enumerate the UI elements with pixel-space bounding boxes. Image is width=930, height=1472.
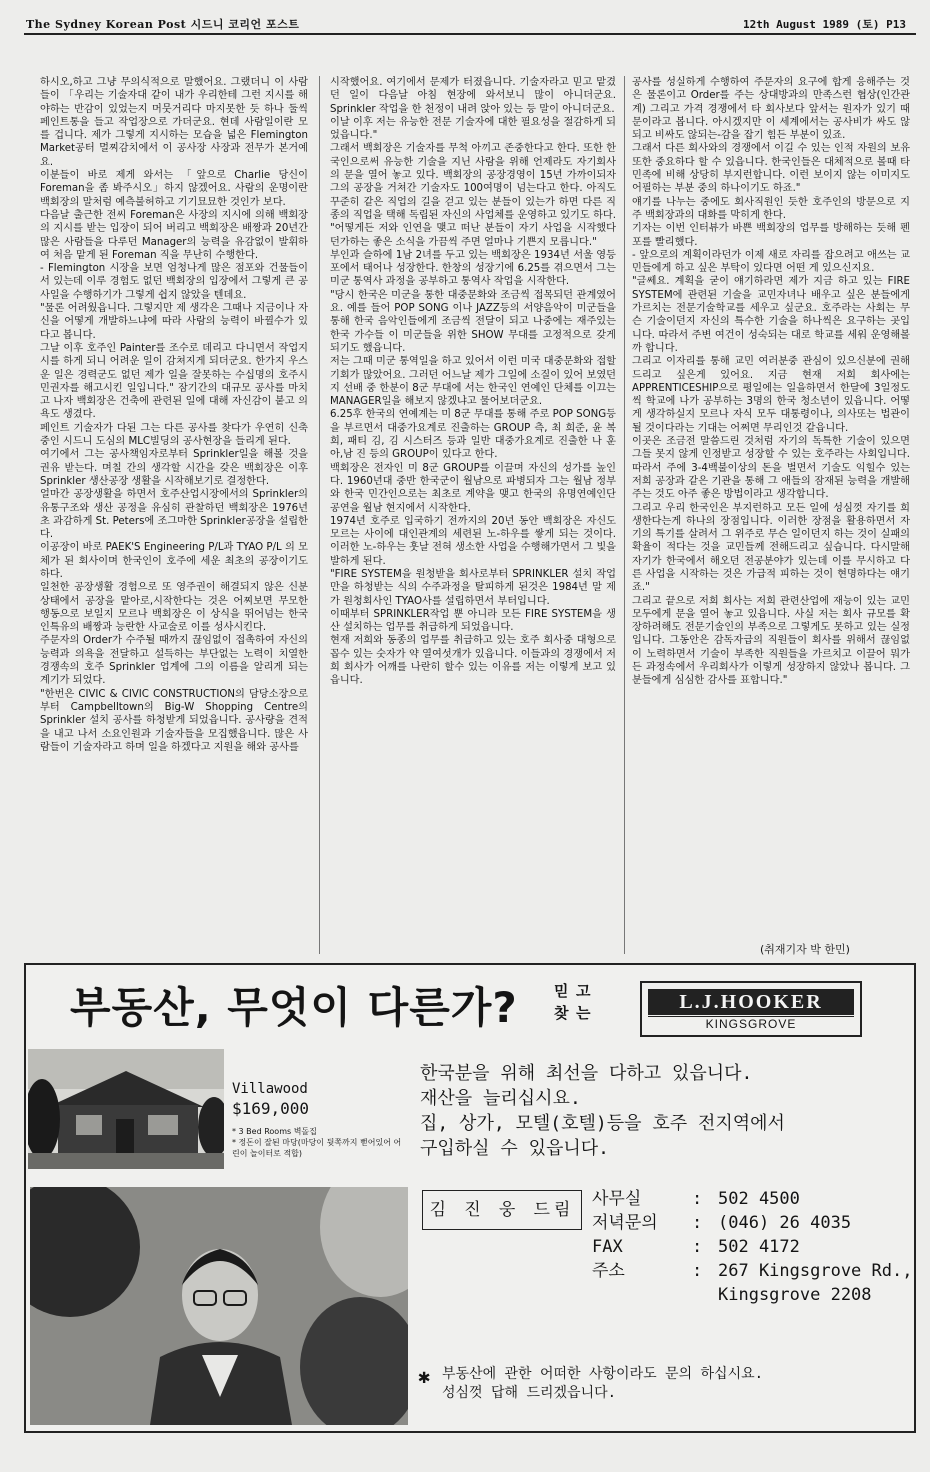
paragraph: "FIRE SYSTEM을 원청받을 회사로부터 SPRINKLER 설치 작업만을 하청받는 식의 수주과정을 탈피하게 된것은 1984년 말 제가 원청회사인 TYAO사를 설립하면서 부터입니다.	[330, 568, 616, 607]
note-line: 성심껏 답해 드리겠읍니다.	[442, 1385, 617, 1401]
column-divider	[624, 76, 625, 954]
column-divider	[319, 76, 320, 954]
paragraph: 여기에서 그는 공사책임자로부터 Sprinkler일을 해볼 것을 권유 받는다. 며칠 간의 생각할 시간을 갖은 백회장은 이후 Sprinkler 생산공장 생활을 시작해보기로 결정한다.	[40, 449, 308, 487]
slogan-char: 믿	[554, 982, 569, 1000]
contact-label: 사무실	[592, 1189, 642, 1209]
paragraph: 이곳은 조금전 말씀드린 것처럼 자기의 독특한 기술이 있으면 그들 못지 않게 인정받고 성장할 수 있는 호주라는 사회입니다. 따라서 주에 3-4백불이상의 돈을 벌면서 기술도 익힐수 있는 저희 공장과 같은 기관을 통해 그 애들의 잠재된 능력을 개발해주는 것도 아주 좋은 방법이라고 생각합니다.	[632, 436, 910, 501]
paragraph: 기자는 이번 인터뷰가 바쁜 백회장의 업무를 방해하는 듯해 펜포를 빨리했다.	[632, 223, 910, 248]
property-suburb: Villawood	[232, 1081, 308, 1097]
paragraph: 다음날 출근한 전씨 Foreman은 사장의 지시에 의해 백회장의 지시를 받는 입장이 되어 버리고 백회장은 배짱과 20년간 많은 사람들을 다루던 Manager의 능력을 유감없이 발휘하여 처음 맡게 된 Foreman 직을 무난히 수행한다.	[40, 209, 308, 261]
property-note: * 3 Bed Rooms 벽돌집	[232, 1127, 317, 1136]
paragraph: 현재 저희와 동종의 업무를 취급하고 있는 호주 회사중 대형으로 꼽수 있는 숫자가 약 열여섯개가 있읍니다. 이들과의 경쟁에서 저희 회사가 어깨를 나란히 할수 있는 이유를 저는 이렇게 보고 있읍니다.	[330, 635, 616, 687]
paragraph: "물론 어려웠읍니다. 그렇지만 제 생각은 그때나 지금이나 자신을 어떻게 개발하느냐에 따라 사람의 능력이 바뀔수가 있다고 봅니다.	[40, 303, 308, 341]
note-line: 부동산에 관한 어떠한 사항이라도 문의 하십시요.	[442, 1366, 764, 1382]
paragraph: 페인트 기술자가 다된 그는 다른 공사를 찾다가 우연히 신축중인 시드니 도심의 MLC빌딩의 공사현장을 들리게 된다.	[40, 422, 308, 448]
paragraph: 이공장이 바로 PAEK'S Engineering P/L과 TYAO P/L 의 모체가 된 회사이며 한국인이 호주에 세운 최초의 공장이기도 하다.	[40, 542, 308, 580]
inquiry-note	[418, 1365, 763, 1403]
contact-value: 267 Kingsgrove Rd.,	[718, 1261, 913, 1281]
contact-value: 502 4172	[718, 1237, 800, 1257]
contact-label: FAX	[592, 1237, 623, 1257]
paragraph: - Flemington 시장을 보면 엄청나게 많은 점포와 건물들이 서 있는데 이루 경험도 없던 백회장의 입장에서 그렇게 큰 공사일을 수행하기가 그렇게 쉽지 않았을 텐데요.	[40, 263, 308, 301]
slogan-char: 찾	[554, 1004, 569, 1022]
colon: :	[692, 1237, 703, 1257]
lj-hooker-logo	[640, 981, 862, 1037]
date-page-number: 12th August 1989 (토) P13	[743, 18, 906, 31]
paragraph: 그리고 이자리를 통해 교민 여러분중 관심이 있으신분에 권해드리고 싶은게 있어요. 지금 현재 저희 회사에는 APPRENTICESHIP으로 평일에는 일을하면서 한달에 3일정도씩 학교에 나가 공부하는 3명의 한국 청소년이 있읍니다. 어떻게 생각하실지 모르나 자식 모두 대통령이나, 의사또는 법관이 될 것이다라는 기대는 어쩌면 무리인것 같읍니다.	[632, 356, 910, 434]
paragraph: 그리고 우리 한국인은 부지런하고 모든 일에 성심껏 자기를 희생한다는게 하나의 장점입니다. 이러한 장점을 활용하면서 자기의 특기를 살려서 그 위주로 무슨 일이던지 하는 것이 실패의 확율이 적다는 것을 교민들께 전해드리고 싶습니다. 다시말해 자기가 한국에서 해오던 전공분야가 있는데 이를 무시하고 다른 사업을 시작하는 것은 가급적 피하는 것이 현명하다는 얘기죠."	[632, 502, 910, 594]
contact-row	[592, 1283, 912, 1307]
slogan-char: 고	[576, 982, 591, 1000]
paragraph: 저는 그때 미군 통역일을 하고 있어서 이런 미국 대중문화와 접할 기회가 많았어요. 그러던 어느날 제가 그일에 소질이 있어 보였던지 선배 중 한분이 8군 무대에 서는 한국인 연예인 단체를 이끄는 MANAGER일을 해보지 않겠냐고 물어보더군요.	[330, 356, 616, 408]
contact-row	[592, 1187, 912, 1211]
contact-label: 주소	[592, 1261, 625, 1281]
paragraph: 그날 이후 호주인 Painter를 조수로 데리고 다니면서 작업지시를 하게 되니 어려운 일이 감쳐지게 되더군요. 한가지 우스운 일은 경력군도 없던 제가 일을 잘못하는 수십명의 호주시민권자를 해고시킨 일입니다." 잠기간의 대규모 공사를 마치고 나자 백회장은 건축에 관련된 일에 대해 자신감이 붙고 의욕도 생겼다.	[40, 342, 308, 421]
paragraph: 부인과 슬하에 1남 2녀를 두고 있는 백회장은 1934년 서울 영등포에서 태어나 성장한다. 한창의 성장기에 6.25를 겪으면서 그는 미군 통역사 과정을 공부하고 통역사 작업을 시작한다.	[330, 249, 616, 288]
message-line: 한국분을 위해 최선을 다하고 있읍니다.	[420, 1063, 753, 1084]
paragraph: 시작했어요. 여기에서 문제가 터졌읍니다. 기술자라고 믿고 맡겼던 일이 다음날 아침 현장에 와서보니 많이 아니더군요. Sprinkler 작업을 한 천정이 내려 앉아 있는 등 말이 아니더군요.	[330, 77, 616, 115]
paragraph: 얘기를 나누는 중에도 회사직원인 듯한 호주인의 방문으로 지주 백회장과의 대화를 막히게 한다.	[632, 196, 910, 221]
paragraph: 공사를 성실하게 수행하여 주문자의 요구에 합게 응해주는 것은 물론이고 Order를 주는 상대방과의 만족스런 협상(인간관계) 그리고 가격 경쟁에서 타 회사보다 앞서는 원자가 있기 때문이라고 봅니다. 아시겠지만 이 세계에서는 공사비가 싸도 않되고 비싸도 않되는-감을 잡기 힘든 부분이 있죠.	[632, 77, 910, 142]
house-photo	[28, 1049, 224, 1169]
message-line: 재산을 늘리십시요.	[420, 1088, 581, 1109]
contact-info	[592, 1187, 912, 1307]
message-line: 구입하실 수 있읍니다.	[420, 1138, 610, 1159]
paragraph: 이날 이후 저는 유능한 전문 기술자에 대한 필요성을 절감하게 되었읍니다."	[330, 116, 616, 142]
page-header	[24, 6, 916, 34]
paragraph: 그래서 백회장은 기술자를 무척 아끼고 존중한다고 한다. 또한 한국인으로써 유능한 기술을 지닌 사람을 위해 언제라도 자기회사의 문을 열어 놓고 있다. 백회장의 공장경영이 15년 가까이되자 그의 공장을 거쳐간 기술자도 100여명이 넘는다고 한다. 아직도 꾸준히 같은 직업의 길을 걷고 있는 분들이 있는가 하면 다른 직종의 직업을 택해 독립된 자신의 사업체를 운영하고 있기도 하다. "어떻게든 저와 인연을 맺고 떠난 분들이 자기 사업을 시작했다던가하는 좋은 소식을 가끔씩 주면 얼마나 기쁜지 모릅니다."	[330, 143, 616, 248]
colon-spacer	[692, 1283, 718, 1307]
colon: :	[692, 1213, 703, 1233]
property-notes	[232, 1126, 402, 1159]
paragraph: 얼마간 공장생활을 하면서 호주산업시장에서의 Sprinkler의 유통구조와 생산 공정을 유심히 관찰하던 백회장은 1976년 초 과감하게 St. Peters에 조그마한 Sprinkler공장을 설립한다.	[40, 489, 308, 541]
paragraph: 1974년 호주로 입국하기 전까지의 20년 동안 백회장은 자신도 모르는 사이에 대인관계의 세련된 노-하우를 쌓게 되는 것이다. 이러한 노-하우는 훗날 전혀 생소한 사업을 수행해가면서 그 빛을 발하게 된다.	[330, 515, 616, 567]
logo-branch: KINGSGROVE	[705, 1017, 797, 1031]
article-column-3	[632, 76, 910, 954]
paragraph: "글쎄요. 계획을 굳이 얘기하라면 제가 지금 하고 있는 FIRE SYSTEM에 관련된 기술을 교민자녀나 배우고 싶은 분들에게 가르치는 전문기술학교를 세우고 싶군요. 호주라는 사회는 무슨 기술이던지 자신의 특수한 기술을 하나씩은 요구하는 곳입니다. 따라서 주변 여건이 성숙되는 대로 학교를 세워 운영해볼까 합니다.	[632, 276, 910, 354]
contact-row	[592, 1235, 912, 1259]
paragraph: 일천한 공장생활 경험으로 또 영주권이 해결되지 않은 신분 상태에서 공장을 맡아로,시작한다는 것은 어찌보면 무모한 행동으로 보일지 모르나 백회장은 이 상식을 뛰어넘는 한국인특유의 배짱과 능란한 사교술로 이를 성사시킨다.	[40, 582, 308, 634]
logo-name: L.J.HOOKER	[648, 989, 854, 1015]
contact-row	[592, 1211, 912, 1235]
property-listing	[232, 1081, 402, 1159]
agent-portrait-photo	[30, 1187, 408, 1425]
byline: (취재기자 박 한민)	[760, 943, 850, 956]
paragraph: 그리고 끝으로 저희 회사는 저희 관련산업에 재능이 있는 교민 모두에게 문을 열어 놓고 있읍니다. 사실 저는 회사 규모를 확장하려해도 전문기술인의 부족으로 그렇게도 못하고 있는 실정입니다. 그동안은 감독자급의 직원들이 회사를 위해서 끊임없이 노력하면서 기술이 부족한 직원들을 가르치고 이끌어 뭐가든 과정속에서 우리회사가 이렇게 성장하지 않았나 봅니다. 그분들에게 심심한 감사를 표합니다."	[632, 595, 910, 687]
paragraph: "당시 한국은 미군을 통한 대중문화와 조금씩 접목되던 관계였어요. 예를 들어 POP SONG 이나 JAZZ등의 서양음악이 미군들을 통해 한국 음악인들에게 조금씩 전달이 되고 나중에는 재주있는 한국 가수들 이 미군들을 위한 SHOW 무대를 고정적으로 갖게 되기도 했읍니다.	[330, 289, 616, 354]
article-column-2	[330, 76, 616, 954]
header-rule	[24, 33, 916, 35]
ad-message	[420, 1061, 785, 1161]
masthead: The Sydney Korean Post 시드니 코리언 포스트	[26, 18, 300, 31]
colon: :	[692, 1189, 703, 1209]
paragraph: 그래서 다른 회사와의 경쟁에서 이길 수 있는 인적 자원의 보유 또한 중요하다 할 수 있읍니다. 한국인들은 대체적으로 볼때 타민족에 비해 상당히 부지런합니다. 이런 보이지 않는 이미지도 어필하는 부분 중의 하나이기도 하죠."	[632, 143, 910, 195]
real-estate-advertisement	[24, 963, 916, 1433]
message-line: 집, 상가, 모텔(호텔)등을 호주 전지역에서	[420, 1113, 785, 1134]
contact-row	[592, 1259, 912, 1283]
asterisk-icon: ✱	[418, 1364, 431, 1388]
paragraph: 6.25후 한국의 연예계는 미 8군 무대를 통해 주로 POP SONG등을 부르면서 대중가요계로 진출하는 GROUP 측, 최 희준, 윤 복희, 패티 김, 김 시스터즈 등과 일반 대중가요계로 진출한 나 훈아,남 진 등의 GROUP이 있다고 한다.	[330, 409, 616, 461]
contact-value: (046) 26 4035	[718, 1213, 852, 1233]
paragraph: 하시오,하고 그냥 무의식적으로 말했어요. 그랬더니 이 사람들이 「우리는 기술자대 같이 내가 우리한테 그런 지시를 해야하는 반감이 있었는지 머뭇거리다 마지못한 듯 하나 둘씩 페인트통을 들고 작업장으로 가더군요. 현데 사람일이란 모를 겁니다. 제가 그렇게 지시하는 모습을 넓은 Flemington Market공터 멀찌감치에서 이 공사장 사장과 전무가 본거예요.	[40, 77, 308, 168]
contact-value: Kingsgrove 2208	[718, 1285, 872, 1305]
paragraph: - 앞으로의 계획이라던가 이제 새로 자리를 잡으려고 애쓰는 교민들에게 하고 싶은 부탁이 있다면 어떤 게 있으신지요.	[632, 249, 910, 275]
colon: :	[692, 1261, 703, 1281]
contact-value: 502 4500	[718, 1189, 800, 1209]
slogan-char: 는	[576, 1004, 591, 1022]
agent-name: 김 진 웅 드림	[422, 1190, 582, 1230]
paragraph: "한번은 CIVIC & CIVIC CONSTRUCTION의 담당소장으로부터 Campbelltown의 Big-W Shopping Centre의 Sprinkler 설치 공사를 하청받게 되었읍니다. 공사량을 견적을 내고 나서 소요인원과 기술자들을 모집했읍니다. 많은 사람들이 기술자라고 하며 일을 하겠다고 지원을 해와 공사를	[40, 688, 308, 753]
ad-headline: 부동산, 무엇이 다른가?	[70, 983, 518, 1032]
paragraph: 주문자의 Order가 수주될 때까지 끊임없이 접촉하여 자신의 능력과 의욕을 전달하고 설득하는 부단없는 노력이 치열한 경쟁속의 호주 Sprinkler 업계에 그의 이름을 알리게 되는 계기가 되었다.	[40, 635, 308, 687]
property-note: * 정돈이 잘된 마당(마당이 뒷쪽까지 뻗어있어 어린이 놀이터로 적합)	[232, 1138, 402, 1158]
article-column-1	[40, 76, 308, 954]
paragraph: 이분들이 바로 제게 와서는 「앞으로 Charlie 당신이 Foreman을 좀 봐주시오」하지 않겠어요. 사람의 운명이란 백회장의 말처럼 예측불허하고 기기묘묘한 것인가 보다.	[40, 170, 308, 208]
contact-label: 저녁문의	[592, 1213, 658, 1233]
paragraph: 백회장은 전자인 미 8군 GROUP를 이끌며 자신의 성가를 높인다. 1960년대 중반 한국군이 월남으로 파병되자 그는 월남 정부와 한국 민간인으로는 최초로 계약을 맺고 한국의 유명연예인단 공연을 월남 현지에서 시작한다.	[330, 462, 616, 514]
property-price: $169,000	[232, 1099, 310, 1118]
paragraph: 이때부터 SPRINKLER작업 뿐 아니라 모든 FIRE SYSTEM을 생산 설치하는 업무를 취급하게 되었읍니다.	[330, 608, 616, 634]
contact-label	[592, 1283, 692, 1307]
